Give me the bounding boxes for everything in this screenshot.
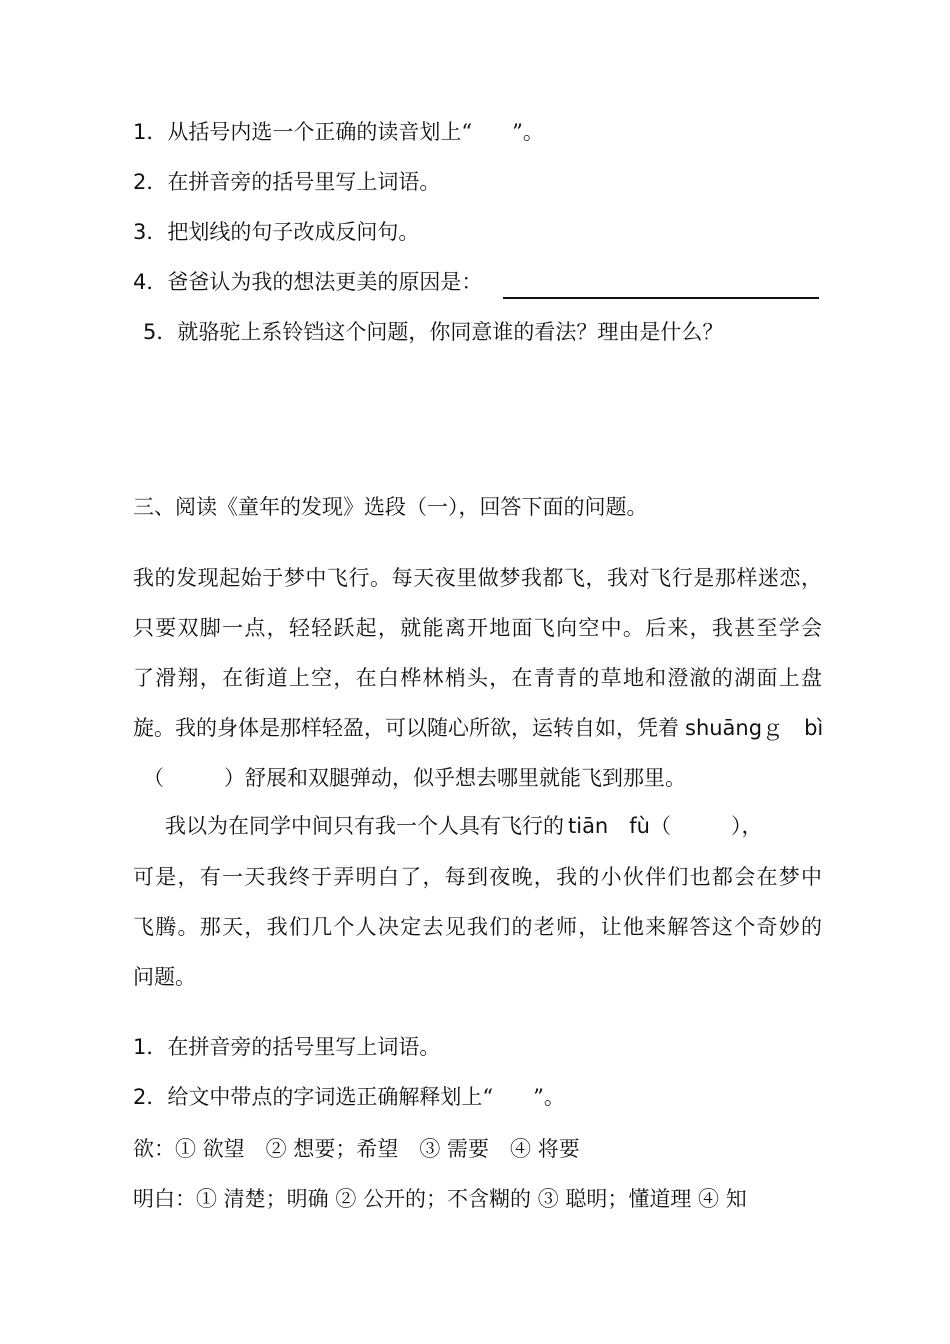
pinyin-prompt: tiān fù	[568, 814, 650, 838]
passage-text: ）舒展和双腿弹动，似乎想去哪里就能飞到那里。	[224, 766, 686, 790]
passage-line	[143, 763, 822, 793]
passage-line: 可是，有一天我终于弄明白了，每到夜晚，我的小伙伴们也都会在梦中	[133, 865, 822, 889]
question-text: 就骆驼上系铃铛这个问题，你同意谁的看法？理由是什么？	[177, 320, 724, 344]
question-text: 从括号内选一个正确的读音划上“	[167, 120, 473, 144]
pinyin-prompt: shuāngｇ bì	[685, 716, 824, 740]
question-text-close: ”。	[512, 120, 544, 144]
passage-line: 只要双脚一点，轻轻跃起，就能离开地面飞向空中。后来，我甚至学会	[133, 616, 822, 640]
question-text: 把划线的句子改成反问句。	[167, 220, 420, 244]
passage-line	[165, 811, 822, 841]
question-number: 2．	[133, 1085, 168, 1109]
section-three-question-1	[133, 1032, 822, 1062]
question-text: 给文中带点的字词选正确解释划上“	[167, 1085, 494, 1109]
passage-line	[133, 713, 822, 743]
passage-text: 我以为在同学中间只有我一个人具有飞行的	[165, 814, 564, 838]
question-number: 1．	[133, 120, 168, 144]
question-5	[143, 317, 822, 347]
question-number: 1．	[133, 1035, 168, 1059]
question-number: 3．	[133, 220, 168, 244]
question-text: 在拼音旁的括号里写上词语。	[167, 170, 441, 194]
question-number: 2．	[133, 170, 168, 194]
definition-yu: 欲：① 欲望 ② 想要；希望 ③ 需要 ④ 将要	[133, 1137, 580, 1161]
question-text: 爸爸认为我的想法更美的原因是：	[167, 270, 483, 294]
question-text-close: ”。	[533, 1085, 565, 1109]
passage-text: 旋。我的身体是那样轻盈，可以随心所欲，运转自如，凭着	[133, 716, 679, 740]
question-number: 5．	[143, 320, 178, 344]
section-three-heading: 三、阅读《童年的发现》选段（一），回答下面的问题。	[133, 495, 648, 519]
question-3	[133, 217, 822, 247]
section-three-question-2	[133, 1082, 822, 1112]
definition-mingbai: 明白：① 清楚；明确 ② 公开的；不含糊的 ③ 聪明；懂道理 ④ 知	[133, 1187, 747, 1211]
passage-line: 飞腾。那天，我们几个人决定去见我们的老师，让他来解答这个奇妙的	[133, 915, 822, 939]
question-4	[133, 267, 822, 297]
passage-line: 我的发现起始于梦中飞行。每天夜里做梦我都飞，我对飞行是那样迷恋，	[133, 566, 822, 590]
question-1	[133, 117, 822, 147]
question-number: 4．	[133, 270, 168, 294]
question-2	[133, 167, 822, 197]
bracket-close: ），	[730, 814, 763, 838]
passage-line: 问题。	[133, 965, 196, 989]
answer-underline	[503, 297, 819, 299]
bracket-open: （	[143, 766, 164, 790]
passage-line: 了滑翔，在街道上空，在白桦林梢头，在青青的草地和澄澈的湖面上盘	[133, 666, 822, 690]
question-text: 在拼音旁的括号里写上词语。	[167, 1035, 441, 1059]
bracket-open: （	[649, 814, 671, 838]
